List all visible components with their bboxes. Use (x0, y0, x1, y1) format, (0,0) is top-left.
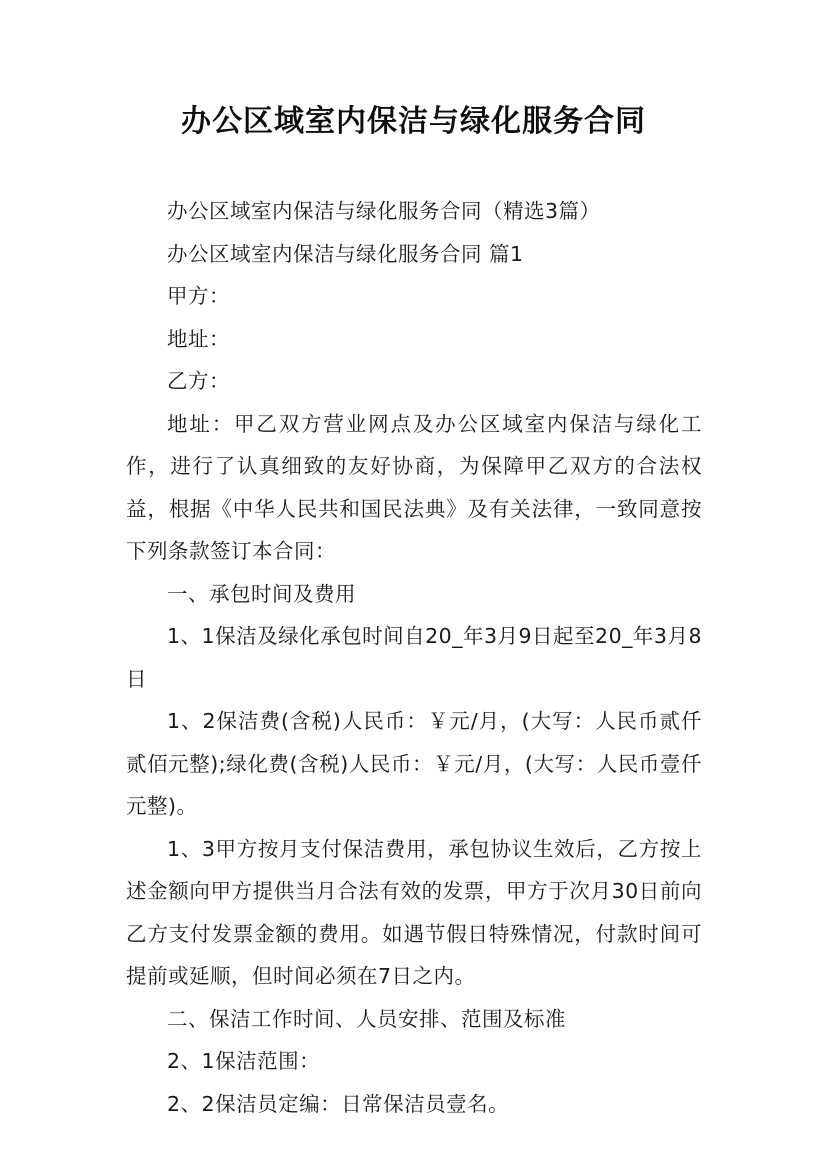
clause-1-3: 1、3甲方按月支付保洁费用，承包协议生效后，乙方按上述金额向甲方提供当月合法有效的发票，甲方于次月30日前向乙方支付发票金额的费用。如遇节假日特殊情况，付款时间可提前或延顺，但时间必须在7日之内。 (126, 836, 702, 988)
subtitle-paragraph: 办公区域室内保洁与绿化服务合同（精选3篇） (167, 199, 601, 223)
document-title: 办公区域室内保洁与绿化服务合同 (181, 104, 646, 139)
clause-heading-1: 一、承包时间及费用 (167, 581, 356, 606)
party-a-line: 甲方： (167, 284, 230, 308)
party-a-address-line: 地址： (167, 326, 230, 351)
section-heading-paragraph: 办公区域室内保洁与绿化服务合同 篇1 (167, 241, 524, 266)
clause-heading-2: 二、保洁工作时间、人员安排、范围及标准 (167, 1006, 566, 1031)
preamble-paragraph: 地址：甲乙双方营业网点及办公区域室内保洁与绿化工作，进行了认真细致的友好协商，为保障甲乙双方的合法权益，根据《中华人民共和国民法典》及有关法律，一致同意按下列条款签订本合同： (126, 411, 702, 563)
clause-2-1: 2、1保洁范围： (167, 1049, 321, 1073)
clause-1-2: 1、2保洁费(含税)人民币：￥元/月，(大写：人民币贰仟贰佰元整);绿化费(含税)人民币：￥元/月，(大写：人民币壹仟元整)。 (126, 709, 702, 818)
document-body (126, 190, 702, 1125)
clause-2-2: 2、2保洁员定编：日常保洁员壹名。 (167, 1091, 510, 1116)
clause-1-1: 1、1保洁及绿化承包时间自20_年3月9日起至20_年3月8日 (126, 624, 702, 691)
party-b-line: 乙方： (167, 369, 230, 393)
